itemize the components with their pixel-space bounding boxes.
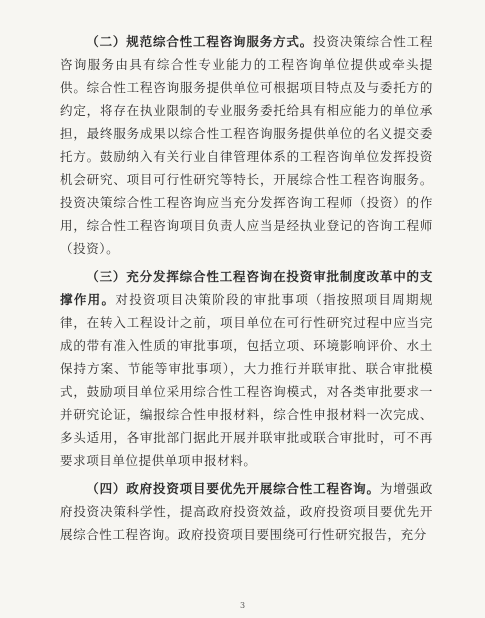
section-3-body: 对投资项目决策阶段的审批事项（指按照项目周期规律，在转入工程设计之前，项目单位在可行性研究过程中应当完成的带有准入性质的审批事项，包括立项、环境影响评价、水土保持方案、节能等审批事项），大力推行并联审批、联合审批模式，鼓励项目单位采用综合性工程咨询模式，对各类审批要求一并研究论证，编报综合性申报材料，综合性申报材料一次完成、多头适用，各审批部门据此开展并联审批或联合审批时，可不再要求项目单位提供单项申报材料。 <box>60 292 433 468</box>
section-4-body: 为增强政府投资决策科学性，提高政府投资效益，政府投资项目要优先开展综合性工程咨询。政府投资项目要围绕可行性研究报告，充分 <box>60 481 433 542</box>
paragraph-section-4 <box>60 477 433 546</box>
section-3-heading: （三）充分发挥综合性工程咨询在投资审批制度改革中的支撑作用。 <box>60 269 433 307</box>
paragraph-section-3 <box>60 265 433 472</box>
section-2-body: 投资决策综合性工程咨询服务由具有综合性专业能力的工程咨询单位提供或牵头提供。综合性工程咨询服务提供单位可根据项目特点及与委托方的约定，将存在执业限制的专业服务委托给具有相应能力的单位承担，最终服务成果以综合性工程咨询服务提供单位的名义提交委托方。鼓励纳入有关行业自律管理体系的工程咨询单位发挥投资机会研究、项目可行性研究等特长，开展综合性工程咨询服务。投资决策综合性工程咨询应当充分发挥咨询工程师（投资）的作用，综合性工程咨询项目负责人应当是经执业登记的咨询工程师（投资）。 <box>60 34 433 256</box>
paragraph-section-2 <box>60 30 433 260</box>
section-2-heading: （二）规范综合性工程咨询服务方式。 <box>86 34 314 49</box>
page-number: 3 <box>239 601 246 610</box>
section-4-heading: （四）政府投资项目要优先开展综合性工程咨询。 <box>86 481 380 496</box>
